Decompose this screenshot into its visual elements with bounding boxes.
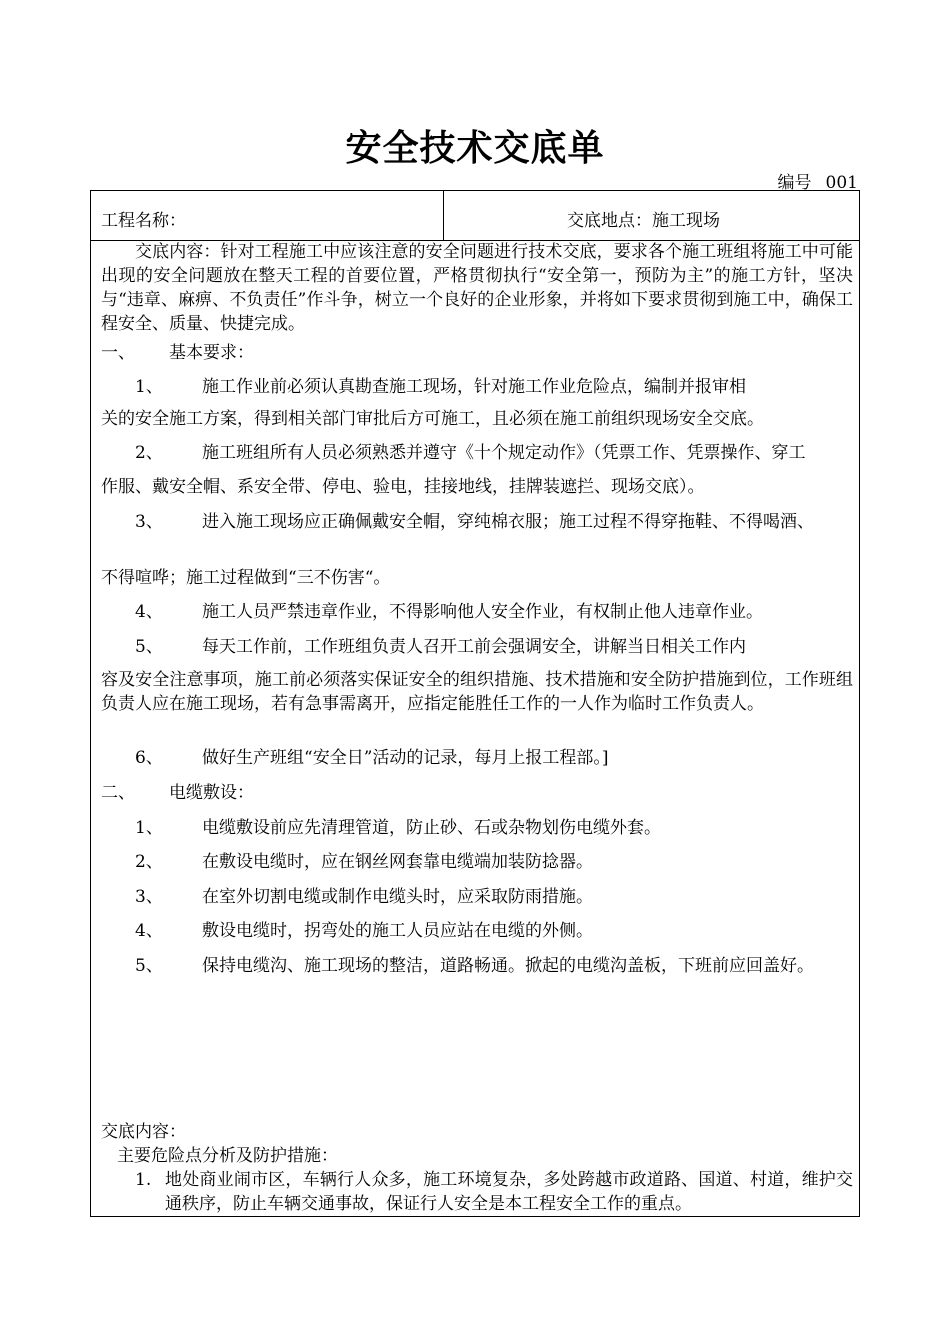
page-title: 安全技术交底单 [345,127,605,169]
disclosure-site-label: 交底地点：施工现场 [567,211,720,231]
intro-paragraph: 交底内容：针对工程施工中应该注意的安全问题进行技术交底，要求各个施工班组将施工中可能出现的安全问题放在整天工程的首要位置，严格贯彻执行“安全第一，预防为主”的施工方针，坚决与“违章、麻痹、不负责任”作斗争，树立一个良好的企业形象，并将如下要求贯彻到施工中，确保工程安全、质量、快捷完成。 [101,242,853,334]
disclosure-table: 工程名称： 交底地点：施工现场 交底内容：针对工程施工中应该注意的安全问题进行技术交底，要求各个施工班组将施工中可能出现的安全问题放在整天工程的首要位置，严格贯彻执行“安全第一，预防为主”的施工方针，坚决与“违章、麻痹、不负责任”作斗争，树立一个良好的企业形象，并将如下要求贯彻到施工中，确保工程安全、质量、快捷完成。 一、 基本要求： 1、 施工作业前必须认真勘查施工现场，针对施工作业危险点，编制并报审相 关的安全施工方案，得到相关部门审批后方可施工，且必须在施工前组织现场安全交底。 2、 施工班组所有人员必须熟悉并遵守《十个规定动作》（凭票工作、凭票操作、穿工 作服、戴安全帽、系安全带、停电、验电，挂接地线，挂牌装遮拦、现场交底）。 3、 进入施工现场应正确佩戴安全帽，穿纯棉衣服；施工过程不得穿拖鞋、不得喝酒、 不得喧哗；施工过程做到“三不伤害“。 4、 施工人员严禁违章作业，不得影响他人安全作业，有权制止他人违章作业。 5、 每天工作前，工作班组负责人召开工前会强调安全，讲解当日相关工作内 容及安全注意事项，施工前必须落实保证安全的组织措施、技术措施和安全防护措施到位，工作班组负责人应在施工现场，若有急事需离开，应指定能胜任工作的一人作为临时工作负责人。 6、 做好生产班组“安全日”活动的记录，每月上报工程部。] 二、 电缆敷设： 1、 电缆敷设前应先清理管道，防止砂、石或杂物划伤电缆外套。 2、 在敷设电缆时，应在钢丝网套靠电缆端加装防捻器。 3、 在室外切割电缆或制作电缆头时，应采取防雨措施。 4、 敷设电缆时，拐弯处的施工人员应站在电缆的外侧。 5、 保持电缆沟、施工现场的整洁，道路畅通。掀起的电缆沟盖板，下班前应回盖好。 交底内容： 主要危险点分析及防护措施： 1. 地处商业闹市区，车辆行人众多，施工环境复杂，多处跨越市政道路、国道、村道，维护交通秩序，防止车辆交通事故，保证行人安全是本工程安全工作的重点。 [90,190,860,1217]
section-heading-basic [101,341,254,365]
disclosure-content-label: 交底内容： [101,1122,186,1142]
section-number: 二、 [101,783,135,803]
table-header-row [91,191,859,241]
section-heading-cable [101,781,254,805]
header-divider [443,191,444,240]
list-item-continuation: 关的安全施工方案，得到相关部门审批后方可施工，且必须在施工前组织现场安全交底。 [101,409,764,429]
risk-item: 1. 地处商业闹市区，车辆行人众多，施工环境复杂，多处跨越市政道路、国道、村道，维护交通秩序，防止车辆交通事故，保证行人安全是本工程安全工作的重点。 [135,1170,853,1214]
project-name-label: 工程名称： [101,211,186,231]
section-number: 一、 [101,343,135,363]
section-title: 电缆敷设： [169,783,254,803]
section-title: 基本要求： [169,343,254,363]
list-item-continuation: 容及安全注意事项，施工前必须落实保证安全的组织措施、技术措施和安全防护措施到位，工作班组负责人应在施工现场，若有急事需离开，应指定能胜任工作的一人作为临时工作负责人。 [101,670,853,714]
list-item-continuation: 不得喧哗；施工过程做到“三不伤害“。 [101,568,391,588]
list-item: 3、 进入施工现场应正确佩戴安全帽，穿纯棉衣服；施工过程不得穿拖鞋、不得喝酒、 [135,512,814,532]
risk-analysis-title: 主要危险点分析及防护措施： [117,1146,338,1166]
list-item-continuation: 作服、戴安全帽、系安全带、停电、验电，挂接地线，挂牌装遮拦、现场交底）。 [101,477,705,497]
serial-value: 001 [825,173,858,193]
serial-label: 编号 [777,173,812,193]
